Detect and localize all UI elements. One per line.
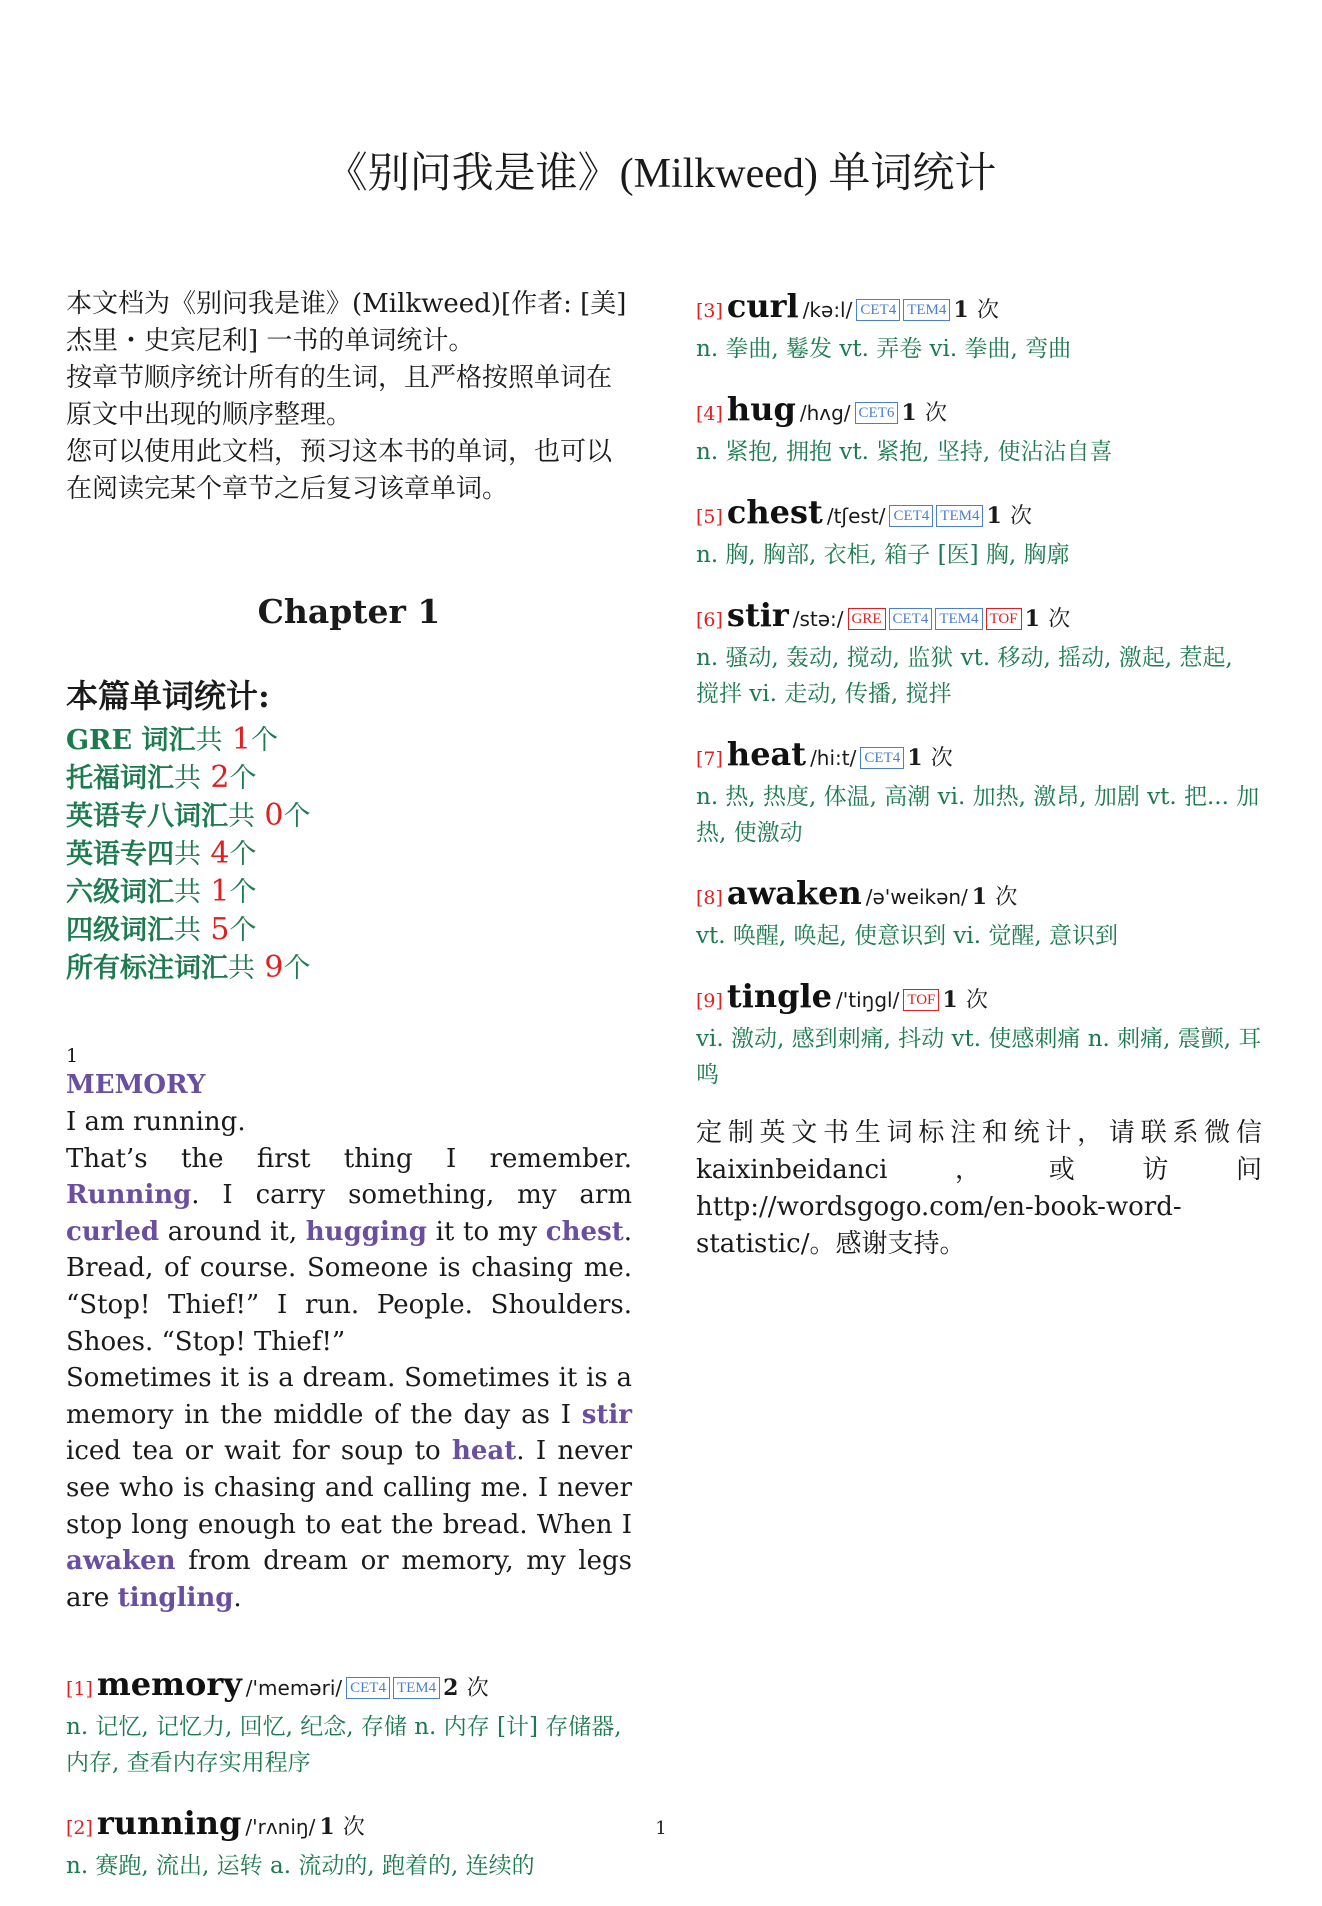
vocab-entry: [8] awaken /ə'weikən/ 1 次 vt. 唤醒, 唤起, 使意识到 vi. 觉醒, 意识到 [696,873,1262,954]
vocab-entry: [2] running /'rʌniŋ/ 1 次 n. 赛跑, 流出, 运转 a. 流动的, 跑着的, 连续的 [66,1803,632,1884]
stat-line: 四级词汇共 5个 [66,912,257,947]
intro-line: 本文档为《别问我是谁》(Milkweed)[作者: [美] 杰里・史宾尼利] 一书的单词统计。 [66,289,627,356]
page-number: 1 [655,1818,667,1839]
vocab-entry: [7] heat /hi:t/ CET4 1 次 n. 热, 热度, 体温, 高潮 vi. 加热, 激昂, 加剧 vt. 把... 加热, 使激动 [696,734,1262,851]
right-column [696,286,1262,1263]
story-paragraph: That’s the first thing I remember. Running. I carry something, my arm curled around it, hugging it to my chest. Bread, of course. Someone is chasing me. “Stop! Thief!” I run. People. Shoulders. Shoes. “Stop! Thief!” [66,1143,632,1357]
entry-count: 1 [942,987,958,1013]
story-paragraph: I am running. [66,1107,246,1137]
tag-gre: GRE [848,608,886,630]
entry-count: 2 [443,1675,459,1702]
highlight-word: heat [451,1436,517,1467]
intro-line: 按章节顺序统计所有的生词，且严格按照单词在原文中出现的顺序整理。 [66,363,613,430]
entry-count: 1 [901,400,917,426]
tag-tem4: TEM4 [903,299,950,321]
entry-definition: n. 胸, 胸部, 衣柜, 箱子 [医] 胸, 胸廓 [696,542,1070,568]
entry-index: [2] [66,1817,93,1840]
entry-definition: n. 拳曲, 鬈发 vt. 弄卷 vi. 拳曲, 弯曲 [696,336,1072,362]
tag-cet4: CET4 [346,1677,390,1699]
highlight-word: Running [66,1180,192,1211]
entry-count: 1 [907,745,923,771]
entry-word: chest [726,493,823,531]
entry-tags [855,397,902,427]
vocab-entry: [3] curl /kə:l/ CET4 TEM4 1 次 n. 拳曲, 鬈发 vt. 弄卷 vi. 拳曲, 弯曲 [696,286,1262,367]
highlight-word: curled [66,1216,160,1247]
entry-index: [1] [66,1678,93,1701]
entry-word: memory [96,1665,242,1704]
vocab-entry: [1] memory /'meməri/ CET4 TEM4 2 次 n. 记忆, 记忆力, 回忆, 纪念, 存储 n. 内存 [计] 存储器, 内存, 查看内存实用程序 [66,1664,632,1781]
vocab-entry: [6] stir /stə:/ GRE CET4 TEM4 TOF 1 次 n. 骚动, 轰动, 搅动, 监狱 vt. 移动, 摇动, 激起, 惹起, 搅拌 vi. 走动, 传播, 搅拌 [696,595,1262,712]
entry-phonetic: /kə:l/ [802,298,853,322]
entry-phonetic: /'tiŋgl/ [836,988,900,1012]
tag-cet4: CET4 [889,608,933,630]
entry-phonetic: /stə:/ [792,607,844,631]
entry-tags [346,1672,443,1702]
contact-note: 定制英文书生词标注和统计，请联系微信 kaixinbeidanci，或访问 http://wordsgogo.com/en-book-word-statistic/。感谢支持。 [696,1118,1262,1259]
tag-cet6: CET6 [855,402,899,424]
stats-heading: 本篇单词统计: [66,677,270,715]
entry-count: 1 [986,503,1002,529]
entry-index: [3] [696,300,723,322]
entry-phonetic: /hi:t/ [810,746,857,770]
intro-line: 您可以使用此文档，预习这本书的单词，也可以在阅读完某个章节之后复习该章单词。 [66,437,613,504]
stat-line: 所有标注词汇共 9个 [66,950,311,985]
entry-index: [7] [696,748,723,770]
entry-tags [860,742,907,772]
entry-tags [848,603,1025,633]
entry-index: [9] [696,990,723,1012]
entry-phonetic: /hʌg/ [799,401,851,425]
entry-word: running [96,1804,242,1843]
highlight-word: chest [545,1216,624,1247]
entry-definition: n. 骚动, 轰动, 搅动, 监狱 vt. 移动, 摇动, 激起, 惹起, 搅拌 vi. 走动, 传播, 搅拌 [696,645,1233,707]
entries-left [66,1664,632,1884]
tag-tem4: TEM4 [936,505,983,527]
entry-phonetic: /ə'weikən/ [865,885,968,909]
entry-count: 1 [319,1814,335,1841]
stat-line: 六级词汇共 1个 [66,874,257,909]
entry-index: [8] [696,887,723,909]
entry-word: curl [726,287,799,325]
entry-tags [889,500,986,530]
left-column [66,286,632,1906]
stats-list [66,721,632,987]
entry-definition: vt. 唤醒, 唤起, 使意识到 vi. 觉醒, 意识到 [696,923,1119,949]
entry-definition: n. 赛跑, 流出, 运转 a. 流动的, 跑着的, 连续的 [66,1853,535,1880]
entry-index: [4] [696,403,723,425]
entry-tags [903,984,942,1014]
tag-tem4: TEM4 [935,608,982,630]
vocab-entry: [4] hug /hʌg/ CET6 1 次 n. 紧抱, 拥抱 vt. 紧抱, 坚持, 使沾沾自喜 [696,389,1262,470]
page-title: 《别问我是谁》(Milkweed) 单词统计 [325,151,997,197]
story-paragraph: Sometimes it is a dream. Sometimes it is a memory in the middle of the day as I stir iced tea or wait for soup to heat. I never see who is chasing and calling me. I never stop long enough to eat the bread. When I awaken from dream or memory, my legs are tingling. [66,1363,633,1613]
entry-word: tingle [726,977,833,1015]
tag-tof: TOF [903,989,939,1011]
entry-word: heat [726,735,807,773]
entry-word: stir [726,596,789,634]
entry-count: 1 [971,884,988,910]
entry-index: [5] [696,506,723,528]
highlight-word: awaken [66,1546,176,1577]
entry-count: 1 [1024,606,1040,632]
story-text [66,1104,632,1616]
entry-tags [856,294,953,324]
stat-line: 托福词汇共 2个 [66,760,257,795]
tag-cet4: CET4 [889,505,933,527]
entry-definition: n. 热, 热度, 体温, 高潮 vi. 加热, 激昂, 加剧 vt. 把... 加热, 使激动 [696,784,1260,846]
highlight-word: hugging [305,1216,427,1247]
tag-cet4: CET4 [860,747,904,769]
chapter-heading: Chapter 1 [257,592,441,631]
tag-cet4: CET4 [856,299,900,321]
entry-phonetic: /tʃest/ [826,504,886,528]
entry-definition: n. 记忆, 记忆力, 回忆, 纪念, 存储 n. 内存 [计] 存储器, 内存, 查看内存实用程序 [66,1714,622,1777]
vocab-entry: [5] chest /tʃest/ CET4 TEM4 1 次 n. 胸, 胸部, 衣柜, 箱子 [医] 胸, 胸廓 [696,492,1262,573]
vocab-entry: [9] tingle /'tiŋgl/ TOF 1 次 vi. 激动, 感到刺痛, 抖动 vt. 使感刺痛 n. 刺痛, 震颤, 耳鸣 [696,976,1262,1093]
entry-definition: vi. 激动, 感到刺痛, 抖动 vt. 使感刺痛 n. 刺痛, 震颤, 耳鸣 [696,1026,1262,1088]
tag-tof: TOF [986,608,1022,630]
tag-tem4: TEM4 [393,1677,440,1699]
highlight-word: stir [581,1399,632,1430]
entry-definition: n. 紧抱, 拥抱 vt. 紧抱, 坚持, 使沾沾自喜 [696,439,1113,465]
entry-count: 1 [953,297,969,323]
section-title: MEMORY [66,1070,206,1100]
stat-line: 英语专四共 4个 [66,836,257,871]
entry-index: [6] [696,609,723,631]
intro [66,286,632,508]
entry-word: awaken [726,874,862,912]
highlight-word: tingling [117,1582,234,1613]
entry-phonetic: /'rʌniŋ/ [245,1815,316,1840]
stat-line: GRE 词汇共 1个 [66,722,278,757]
stat-line: 英语专八词汇共 0个 [66,798,311,833]
section-number: 1 [66,1045,79,1067]
entry-word: hug [726,390,796,428]
entry-phonetic: /'meməri/ [245,1676,343,1701]
